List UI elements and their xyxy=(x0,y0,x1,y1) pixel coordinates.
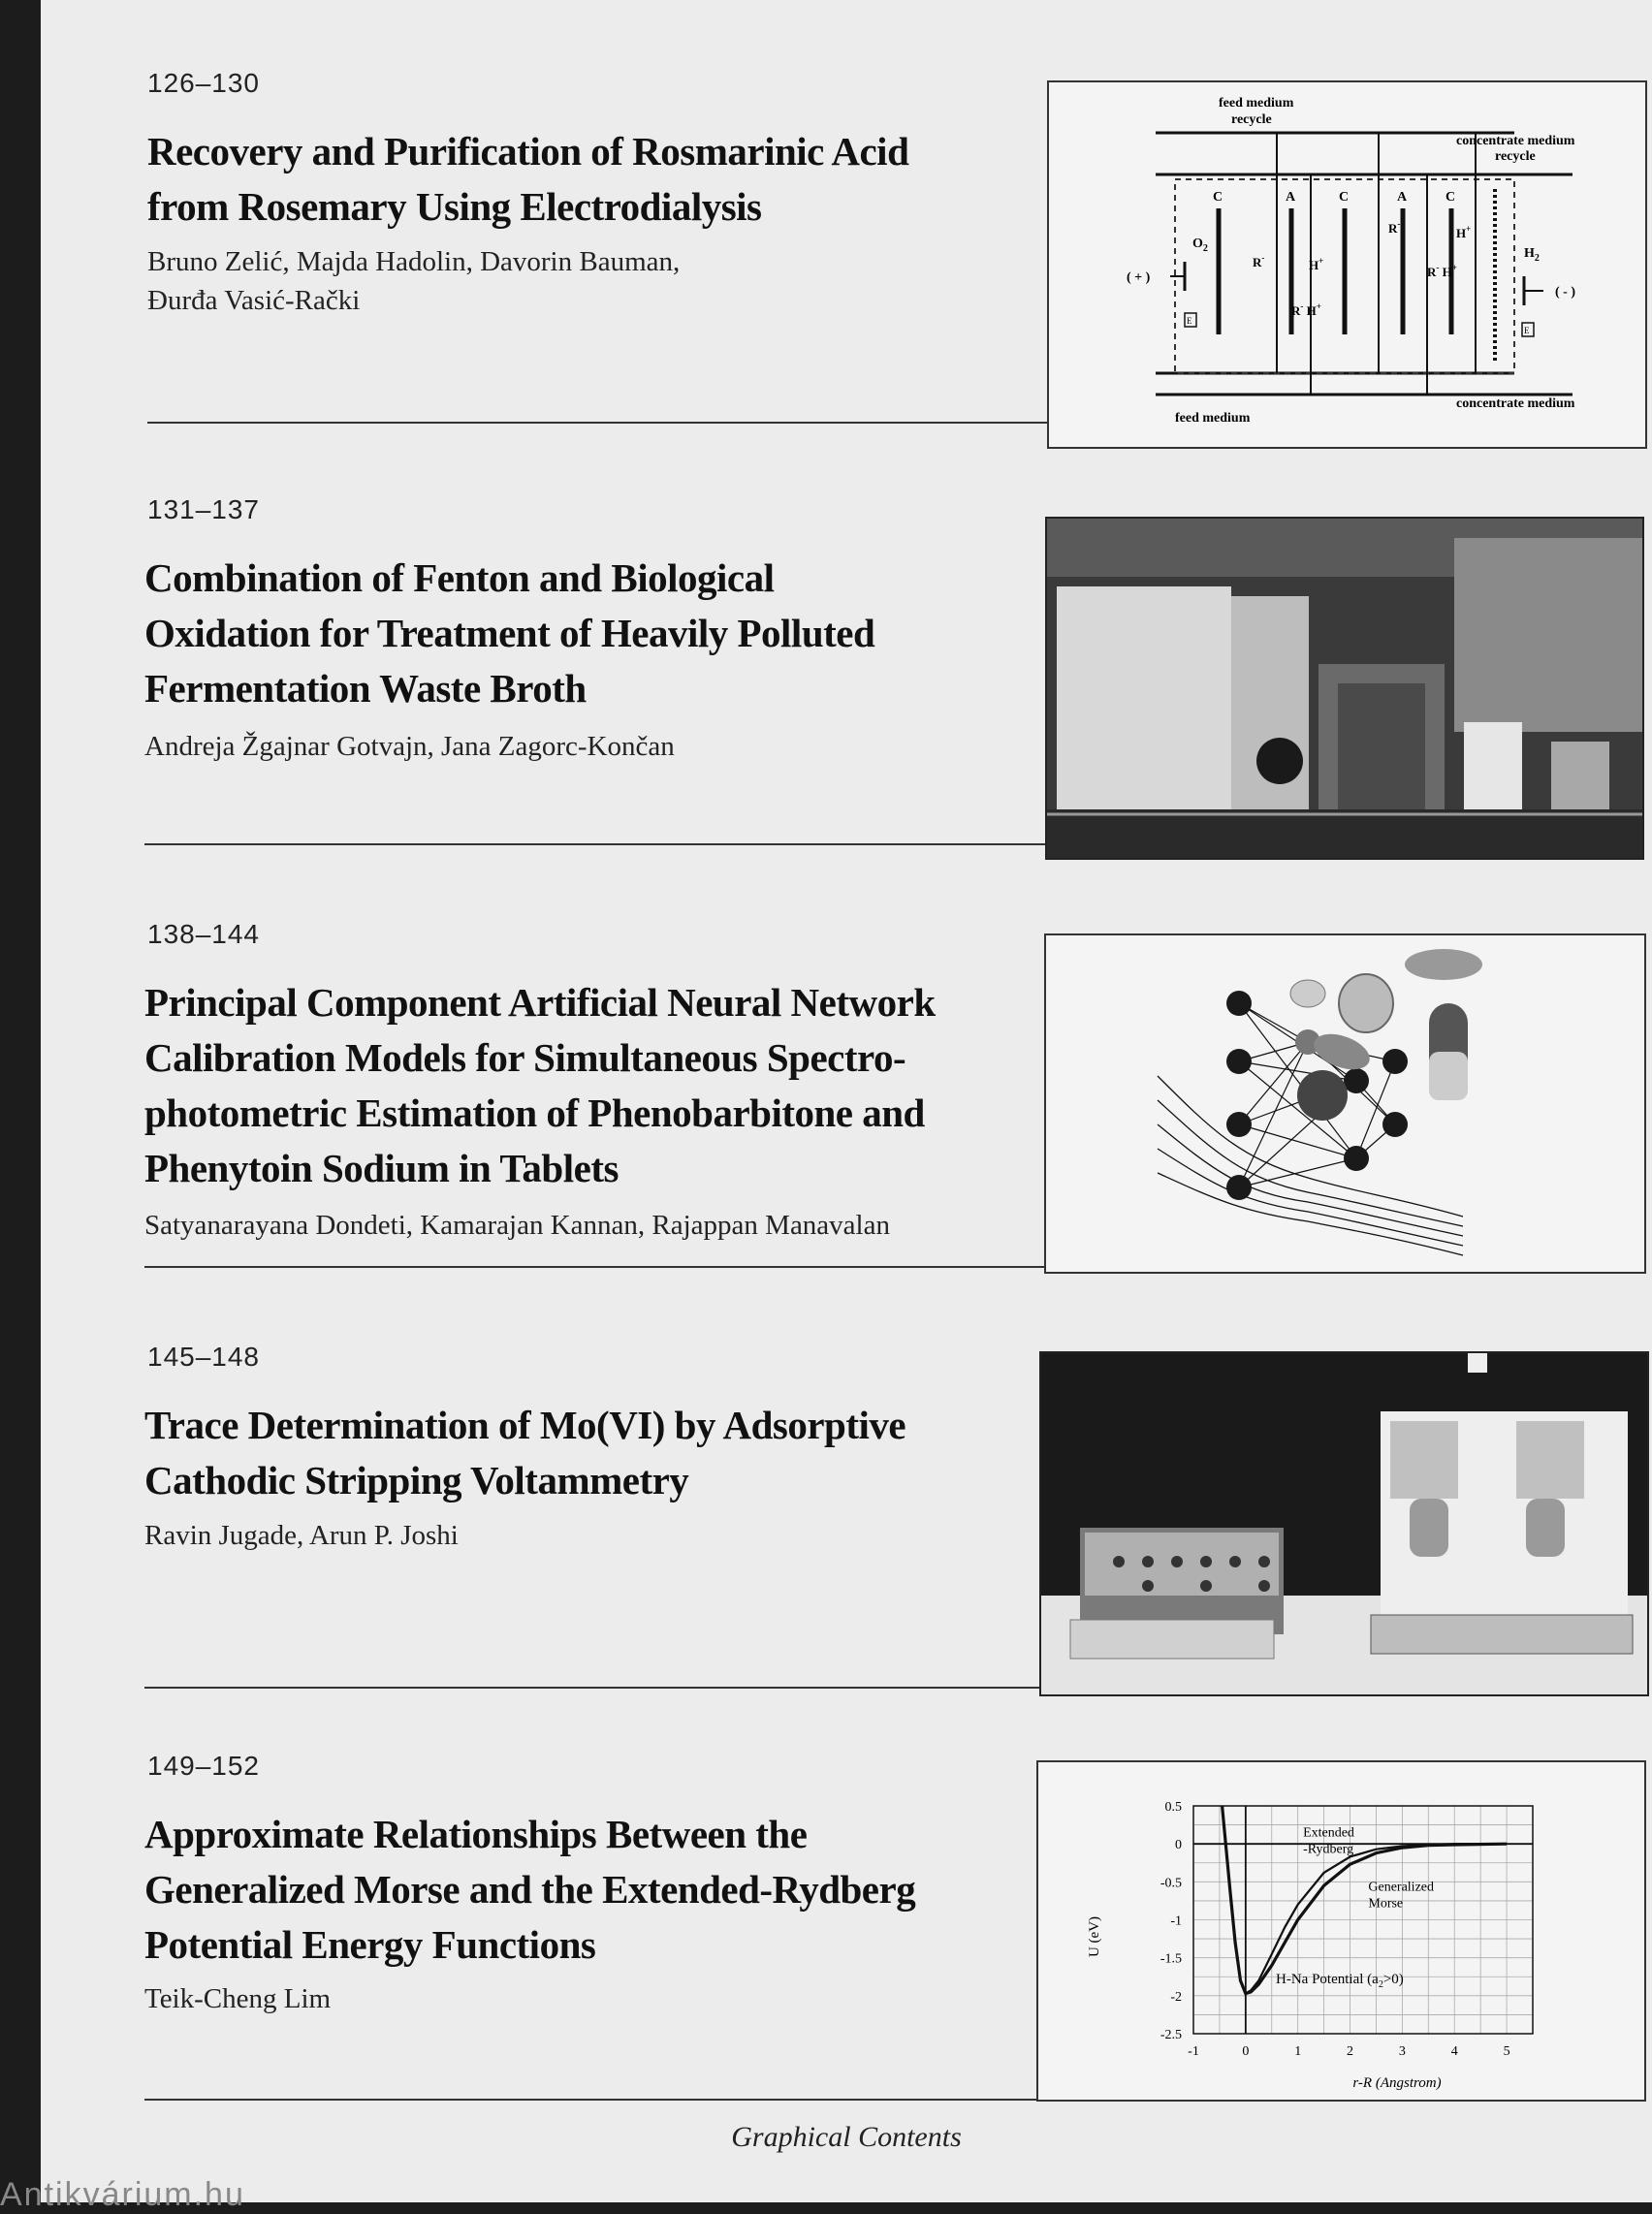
neural-network-figure xyxy=(1044,933,1646,1274)
membrane-label: C xyxy=(1339,190,1350,205)
neural-network-icon xyxy=(1046,935,1644,1272)
page xyxy=(41,0,1652,2202)
series-label: -Rydberg xyxy=(1303,1842,1354,1857)
anode-label: ( + ) xyxy=(1127,270,1151,285)
title-line: Cathodic Stripping Voltammetry xyxy=(144,1458,689,1502)
electrode-label: E xyxy=(1187,316,1192,326)
feed-medium-label: feed medium xyxy=(1175,411,1251,426)
authors xyxy=(144,1206,890,1245)
title-line: photometric Estimation of Phenobarbitone and xyxy=(144,1091,925,1135)
divider-rule xyxy=(144,1687,1080,1689)
title-line: Approximate Relationships Between the xyxy=(144,1812,808,1856)
membrane-label: A xyxy=(1286,190,1296,205)
author-line: Andreja Žgajnar Gotvajn, Jana Zagorc-Končan xyxy=(144,731,675,762)
title-line: Oxidation for Treatment of Heavily Polluted xyxy=(144,611,875,655)
page-range: 149–152 xyxy=(147,1751,261,1781)
divider-rule xyxy=(144,1266,1085,1268)
title-line: Phenytoin Sodium in Tablets xyxy=(144,1146,619,1190)
page-range: 131–137 xyxy=(147,494,261,524)
authors xyxy=(144,1979,331,2018)
divider-rule xyxy=(144,843,1085,845)
title-line: Generalized Morse and the Extended-Rydberg xyxy=(144,1867,916,1912)
membrane-label: C xyxy=(1446,190,1456,205)
o2-label: $O_2$ xyxy=(1192,237,1208,254)
x-axis-label: r-R (Angstrom) xyxy=(1352,2075,1442,2091)
h-plus-label: H+ xyxy=(1456,224,1472,240)
y-tick-label: 0 xyxy=(1175,1838,1182,1853)
lab-photo-icon xyxy=(1047,519,1642,858)
title-line: Potential Energy Functions xyxy=(144,1922,596,1967)
article-title[interactable] xyxy=(147,124,908,235)
author-line: Đurđa Vasić-Rački xyxy=(147,285,361,316)
title-line: Calibration Models for Simultaneous Spectro- xyxy=(144,1035,906,1080)
electrodialysis-diagram xyxy=(1049,82,1645,447)
footer-caption: Graphical Contents xyxy=(731,2121,962,2153)
page-range: 126–130 xyxy=(147,68,261,98)
feed-recycle-label: feed medium xyxy=(1219,96,1294,111)
conc-recycle-label: recycle xyxy=(1495,149,1536,164)
h-plus-label: H+ xyxy=(1309,256,1324,272)
series-label: Morse xyxy=(1368,1896,1404,1912)
r-minus-label: R- xyxy=(1253,253,1265,269)
y-axis-label: U (eV) xyxy=(1087,1915,1102,1958)
voltammetry-setup-photo xyxy=(1039,1351,1649,1696)
series-line xyxy=(1223,1806,1508,1994)
membrane-label: C xyxy=(1213,190,1223,205)
article-title[interactable] xyxy=(144,551,874,716)
conc-recycle-label: concentrate medium xyxy=(1456,134,1575,148)
rh-label: R- H+ xyxy=(1291,301,1321,318)
r-minus-label: R- xyxy=(1388,219,1401,236)
potential-energy-chart xyxy=(1038,1762,1644,2100)
page-range: 138–144 xyxy=(147,919,261,949)
y-tick-label: -1.5 xyxy=(1160,1951,1182,1967)
authors xyxy=(144,727,675,766)
feed-recycle-label: recycle xyxy=(1231,112,1272,127)
rh-label: R- H+ xyxy=(1427,263,1457,279)
x-tick-label: -1 xyxy=(1188,2044,1199,2059)
title-line: Principal Component Artificial Neural Network xyxy=(144,980,936,1025)
x-tick-label: 0 xyxy=(1242,2044,1250,2059)
x-tick-label: 5 xyxy=(1503,2044,1510,2059)
lab-photo-icon xyxy=(1041,1353,1647,1694)
article-title[interactable] xyxy=(144,1398,905,1508)
title-line: Combination of Fenton and Biological xyxy=(144,555,775,600)
authors xyxy=(144,1516,459,1555)
membrane-label: A xyxy=(1397,190,1408,205)
series-label: Extended xyxy=(1303,1825,1354,1841)
title-line: Recovery and Purification of Rosmarinic Acid xyxy=(147,129,909,174)
title-line: Fermentation Waste Broth xyxy=(144,666,587,711)
y-tick-label: 0.5 xyxy=(1164,1800,1182,1815)
page-range: 145–148 xyxy=(147,1342,261,1372)
cathode-label: ( - ) xyxy=(1555,285,1575,300)
author-line: Bruno Zelić, Majda Hadolin, Davorin Bauman, xyxy=(147,246,681,277)
series-line xyxy=(1223,1806,1508,1994)
x-tick-label: 2 xyxy=(1347,2044,1354,2059)
h2-label: $H_2$ xyxy=(1524,246,1540,264)
y-tick-label: -2.5 xyxy=(1160,2028,1182,2042)
authors xyxy=(147,242,680,320)
author-line: Teik-Cheng Lim xyxy=(144,1983,332,2014)
y-tick-label: -1 xyxy=(1170,1914,1182,1929)
electrode-label: E xyxy=(1524,326,1530,335)
electrodialysis-figure xyxy=(1047,80,1647,449)
watermark-text: Antikvárium.hu xyxy=(0,2176,245,2213)
y-tick-label: -0.5 xyxy=(1160,1876,1182,1891)
lab-reactor-photo xyxy=(1045,517,1644,860)
article-title[interactable] xyxy=(144,975,936,1196)
article-title[interactable] xyxy=(144,1807,915,1973)
chart-annotation: H-Na Potential $(a_2>0)$ xyxy=(1276,1972,1404,1990)
x-tick-label: 1 xyxy=(1294,2044,1302,2059)
author-line: Satyanarayana Dondeti, Kamarajan Kannan, Rajappan Manavalan xyxy=(144,1210,890,1241)
title-line: from Rosemary Using Electrodialysis xyxy=(147,184,762,229)
divider-rule xyxy=(147,422,1088,424)
conc-medium-label: concentrate medium xyxy=(1456,396,1575,411)
title-line: Trace Determination of Mo(VI) by Adsorptive xyxy=(144,1403,906,1447)
x-tick-label: 4 xyxy=(1450,2044,1458,2059)
author-line: Ravin Jugade, Arun P. Joshi xyxy=(144,1520,459,1551)
y-tick-label: -2 xyxy=(1170,1989,1182,2005)
x-tick-label: 3 xyxy=(1398,2044,1406,2059)
potential-chart-figure xyxy=(1036,1760,1646,2102)
series-label: Generalized xyxy=(1368,1880,1435,1895)
